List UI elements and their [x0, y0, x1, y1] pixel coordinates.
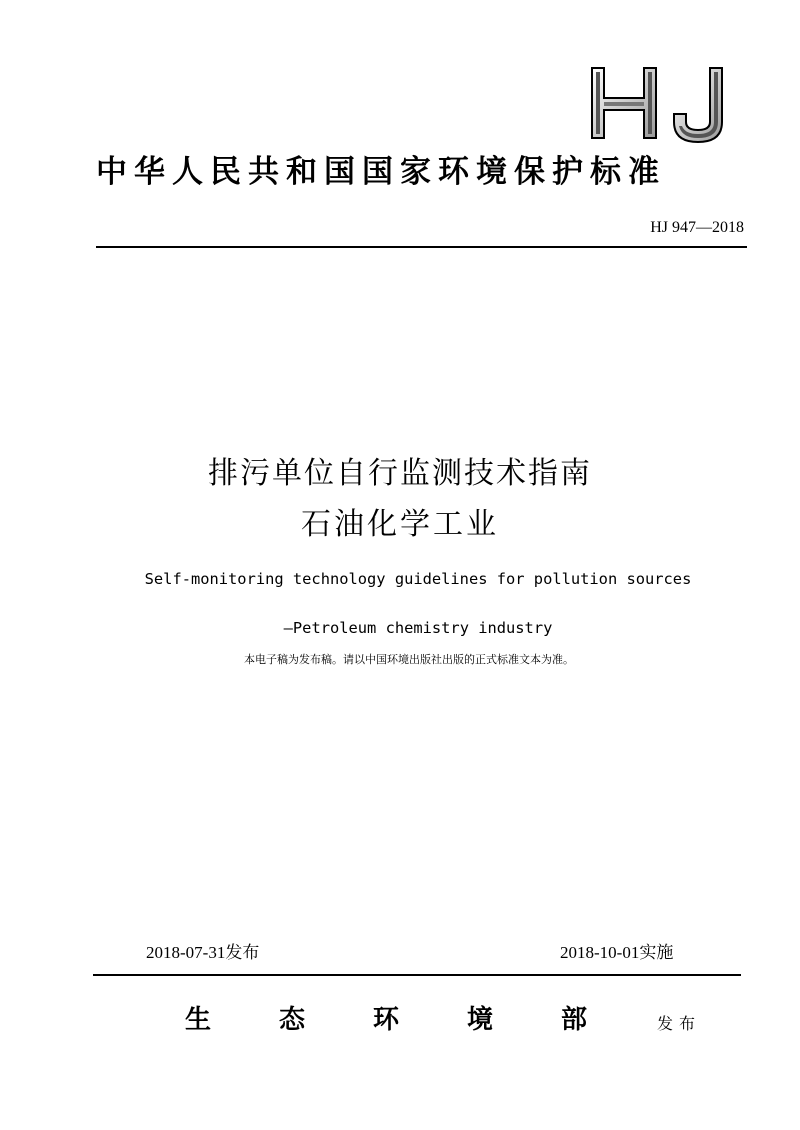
- issuer-char: 环: [373, 1005, 400, 1035]
- english-title-line-2: —Petroleum chemistry industry: [283, 619, 553, 637]
- standard-code: HJ 947—2018: [650, 219, 744, 236]
- title-line-1: 排污单位自行监测技术指南: [208, 456, 592, 491]
- issuer-char: 态: [279, 1005, 306, 1035]
- electronic-version-note: 本电子稿为发布稿。请以中国环境出版社出版的正式标准文本为准。: [244, 653, 574, 666]
- bottom-divider: [93, 974, 741, 976]
- publish-label: 发布: [657, 1014, 702, 1033]
- issuing-authority: [185, 1002, 587, 1038]
- issue-date: 2018-07-31发布: [146, 943, 260, 962]
- implementation-date: 2018-10-01实施: [560, 943, 674, 962]
- issuer-char: 境: [467, 1005, 494, 1035]
- issuer-char: 部: [561, 1005, 588, 1035]
- organization-name: 中华人民共和国国家环境保护标准: [96, 154, 666, 190]
- issuer-char: 生: [185, 1005, 212, 1035]
- top-divider: [96, 246, 747, 248]
- title-line-2: 石油化学工业: [301, 507, 499, 542]
- hj-logo: [586, 66, 732, 146]
- english-title-line-1: Self-monitoring technology guidelines for pollution sources: [144, 570, 692, 588]
